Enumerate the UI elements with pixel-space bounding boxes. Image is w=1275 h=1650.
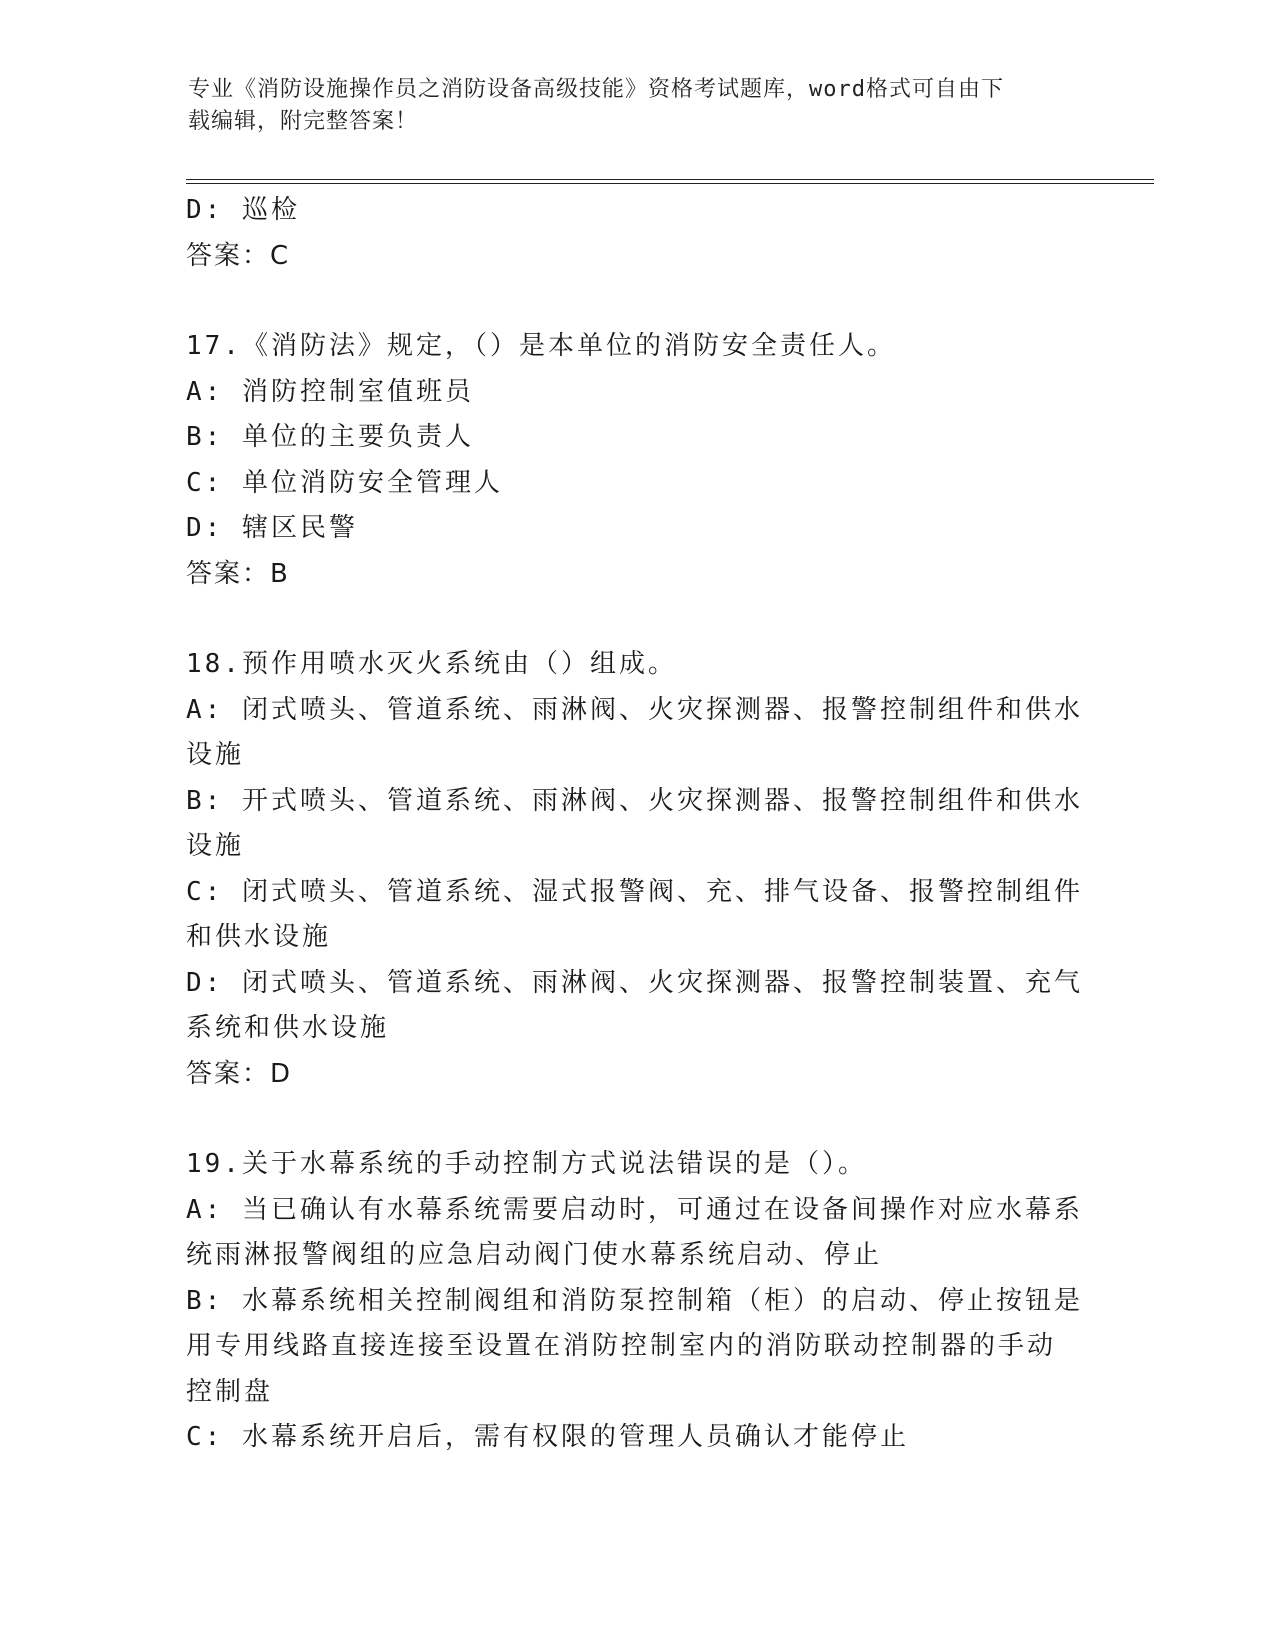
spacer [186,279,1086,324]
question-19-option-a-line-1: A: 当已确认有水幕系统需要启动时，可通过在设备间操作对应水幕系 [186,1194,1083,1225]
question-17-option-b: B: 单位的主要负责人 [186,422,474,452]
header-rule-top [186,179,1154,180]
prev-option-d: D: 巡检 [186,195,300,225]
question-18-option-d-line-2: 系统和供水设施 [186,1013,390,1043]
question-19-option-b-line-1: B: 水幕系统相关控制阀组和消防泵控制箱（柜）的启动、停止按钮是 [186,1285,1083,1316]
question-18-option-c-line-1: C: 闭式喷头、管道系统、湿式报警阀、充、排气设备、报警控制组件 [186,876,1083,907]
question-18-option-d-line-1: D: 闭式喷头、管道系统、雨淋阀、火灾探测器、报警控制装置、充气 [186,967,1083,998]
question-18-stem: 18.预作用喷水灭火系统由（）组成。 [186,649,677,679]
question-17-option-a: A: 消防控制室值班员 [186,376,474,407]
spacer [186,1097,1086,1142]
prev-answer: 答案：C [186,240,291,271]
question-19-stem: 19.关于水幕系统的手动控制方式说法错误的是（）。 [186,1149,867,1179]
question-18-option-b-line-1: B: 开式喷头、管道系统、雨淋阀、火灾探测器、报警控制组件和供水 [186,785,1083,816]
question-17-option-c: C: 单位消防安全管理人 [186,467,503,498]
question-19-option-a-line-2: 统雨淋报警阀组的应急启动阀门使水幕系统启动、停止 [186,1240,883,1270]
question-17-answer: 答案：B [186,558,290,589]
question-18-option-b-line-2: 设施 [186,831,245,861]
question-content [186,188,1086,1461]
spacer [186,597,1086,642]
question-17-option-d: D: 辖区民警 [186,513,358,543]
header-rule-bottom [186,183,1154,184]
page-header [188,74,1088,138]
question-18-option-a-line-2: 设施 [186,740,245,770]
header-line-1: 专业《消防设施操作员之消防设备高级技能》资格考试题库，word格式可自由下 [188,77,1004,102]
question-19-option-b-line-2: 用专用线路直接连接至设置在消防控制室内的消防联动控制器的手动 [186,1331,1057,1361]
question-17-stem: 17.《消防法》规定，（）是本单位的消防安全责任人。 [186,331,896,361]
header-line-2: 载编辑，附完整答案！ [188,109,419,134]
question-19-option-b-line-3: 控制盘 [186,1376,274,1407]
question-18-answer: 答案：D [186,1058,293,1089]
question-18-option-c-line-2: 和供水设施 [186,922,332,952]
question-19-option-c: C: 水幕系统开启后，需有权限的管理人员确认才能停止 [186,1422,909,1452]
question-18-option-a-line-1: A: 闭式喷头、管道系统、雨淋阀、火灾探测器、报警控制组件和供水 [186,694,1083,725]
